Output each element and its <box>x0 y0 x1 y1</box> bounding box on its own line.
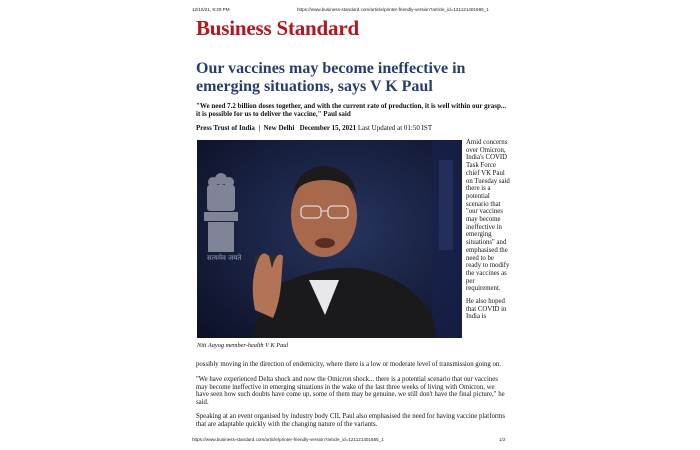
article-side-column <box>466 139 510 326</box>
masthead-logo[interactable]: Business Standard <box>196 16 359 40</box>
byline-source: Press Trust of India <box>196 124 255 132</box>
article-paragraph-2-start: He also hoped that COVID in India is <box>466 298 507 321</box>
byline-updated: Last Updated at 01:50 IST <box>357 124 433 132</box>
article-photo-illustration <box>197 140 462 338</box>
photo-caption: Niti Aayog member-health V K Paul <box>197 342 289 349</box>
national-emblem-icon <box>204 173 238 252</box>
article-headline: Our vaccines may become ineffective in emerging situations, says V K Paul <box>196 60 466 95</box>
article-summary: "We need 7.2 billion doses together, and with the current rate of production, it is well within our grasp... it is possible for us to deliver the vaccine," Paul said <box>196 102 507 119</box>
emblem-text: सत्यमेव जयते <box>207 254 242 262</box>
byline-separator: | <box>258 124 260 132</box>
article-paragraph-2-end: possibly moving in the direction of endemicity, where there is a low or moderate level of transmission going on. <box>196 361 501 368</box>
print-footer-url: https://www.business-standard.com/article/printer-friendly-version?article_id=121121401665_1 <box>192 437 384 442</box>
byline-location: New Delhi <box>263 124 295 132</box>
article-paragraph-4: Speaking at an event organised by industry body CII, Paul also emphasised the need for having vaccine platforms that are adaptable quickly with the changing nature of the variants. <box>196 413 506 428</box>
byline-date: December 15, 2021 <box>299 124 357 132</box>
print-timestamp: 12/15/21, 9:28 PM <box>192 7 230 12</box>
article-photo <box>197 140 462 338</box>
article-byline <box>196 124 432 132</box>
page-number: 1/2 <box>499 437 506 442</box>
print-header-url: https://www.business-standard.com/article/printer-friendly-version?article_id=121121401665_1 <box>297 7 489 12</box>
article-paragraph-3: "We have experienced Delta shock and now the Omicron shock... there is a potential scenario that our vaccines may become ineffective in emerging situations in the wake of the last three weeks of living with Omicron, we have seen how such doubts have come up, some of them may be genuine, we still don't have the final picture," he said. <box>196 376 505 407</box>
article-paragraph-1: Amid concerns over Omicron, India's COVID Task Force chief VK Paul on Tuesday said there is a potential scenario that "our vaccines may become ineffective in emerging situations" and emphasised the need to be ready to modify the vaccines as per requirement. <box>466 139 510 293</box>
